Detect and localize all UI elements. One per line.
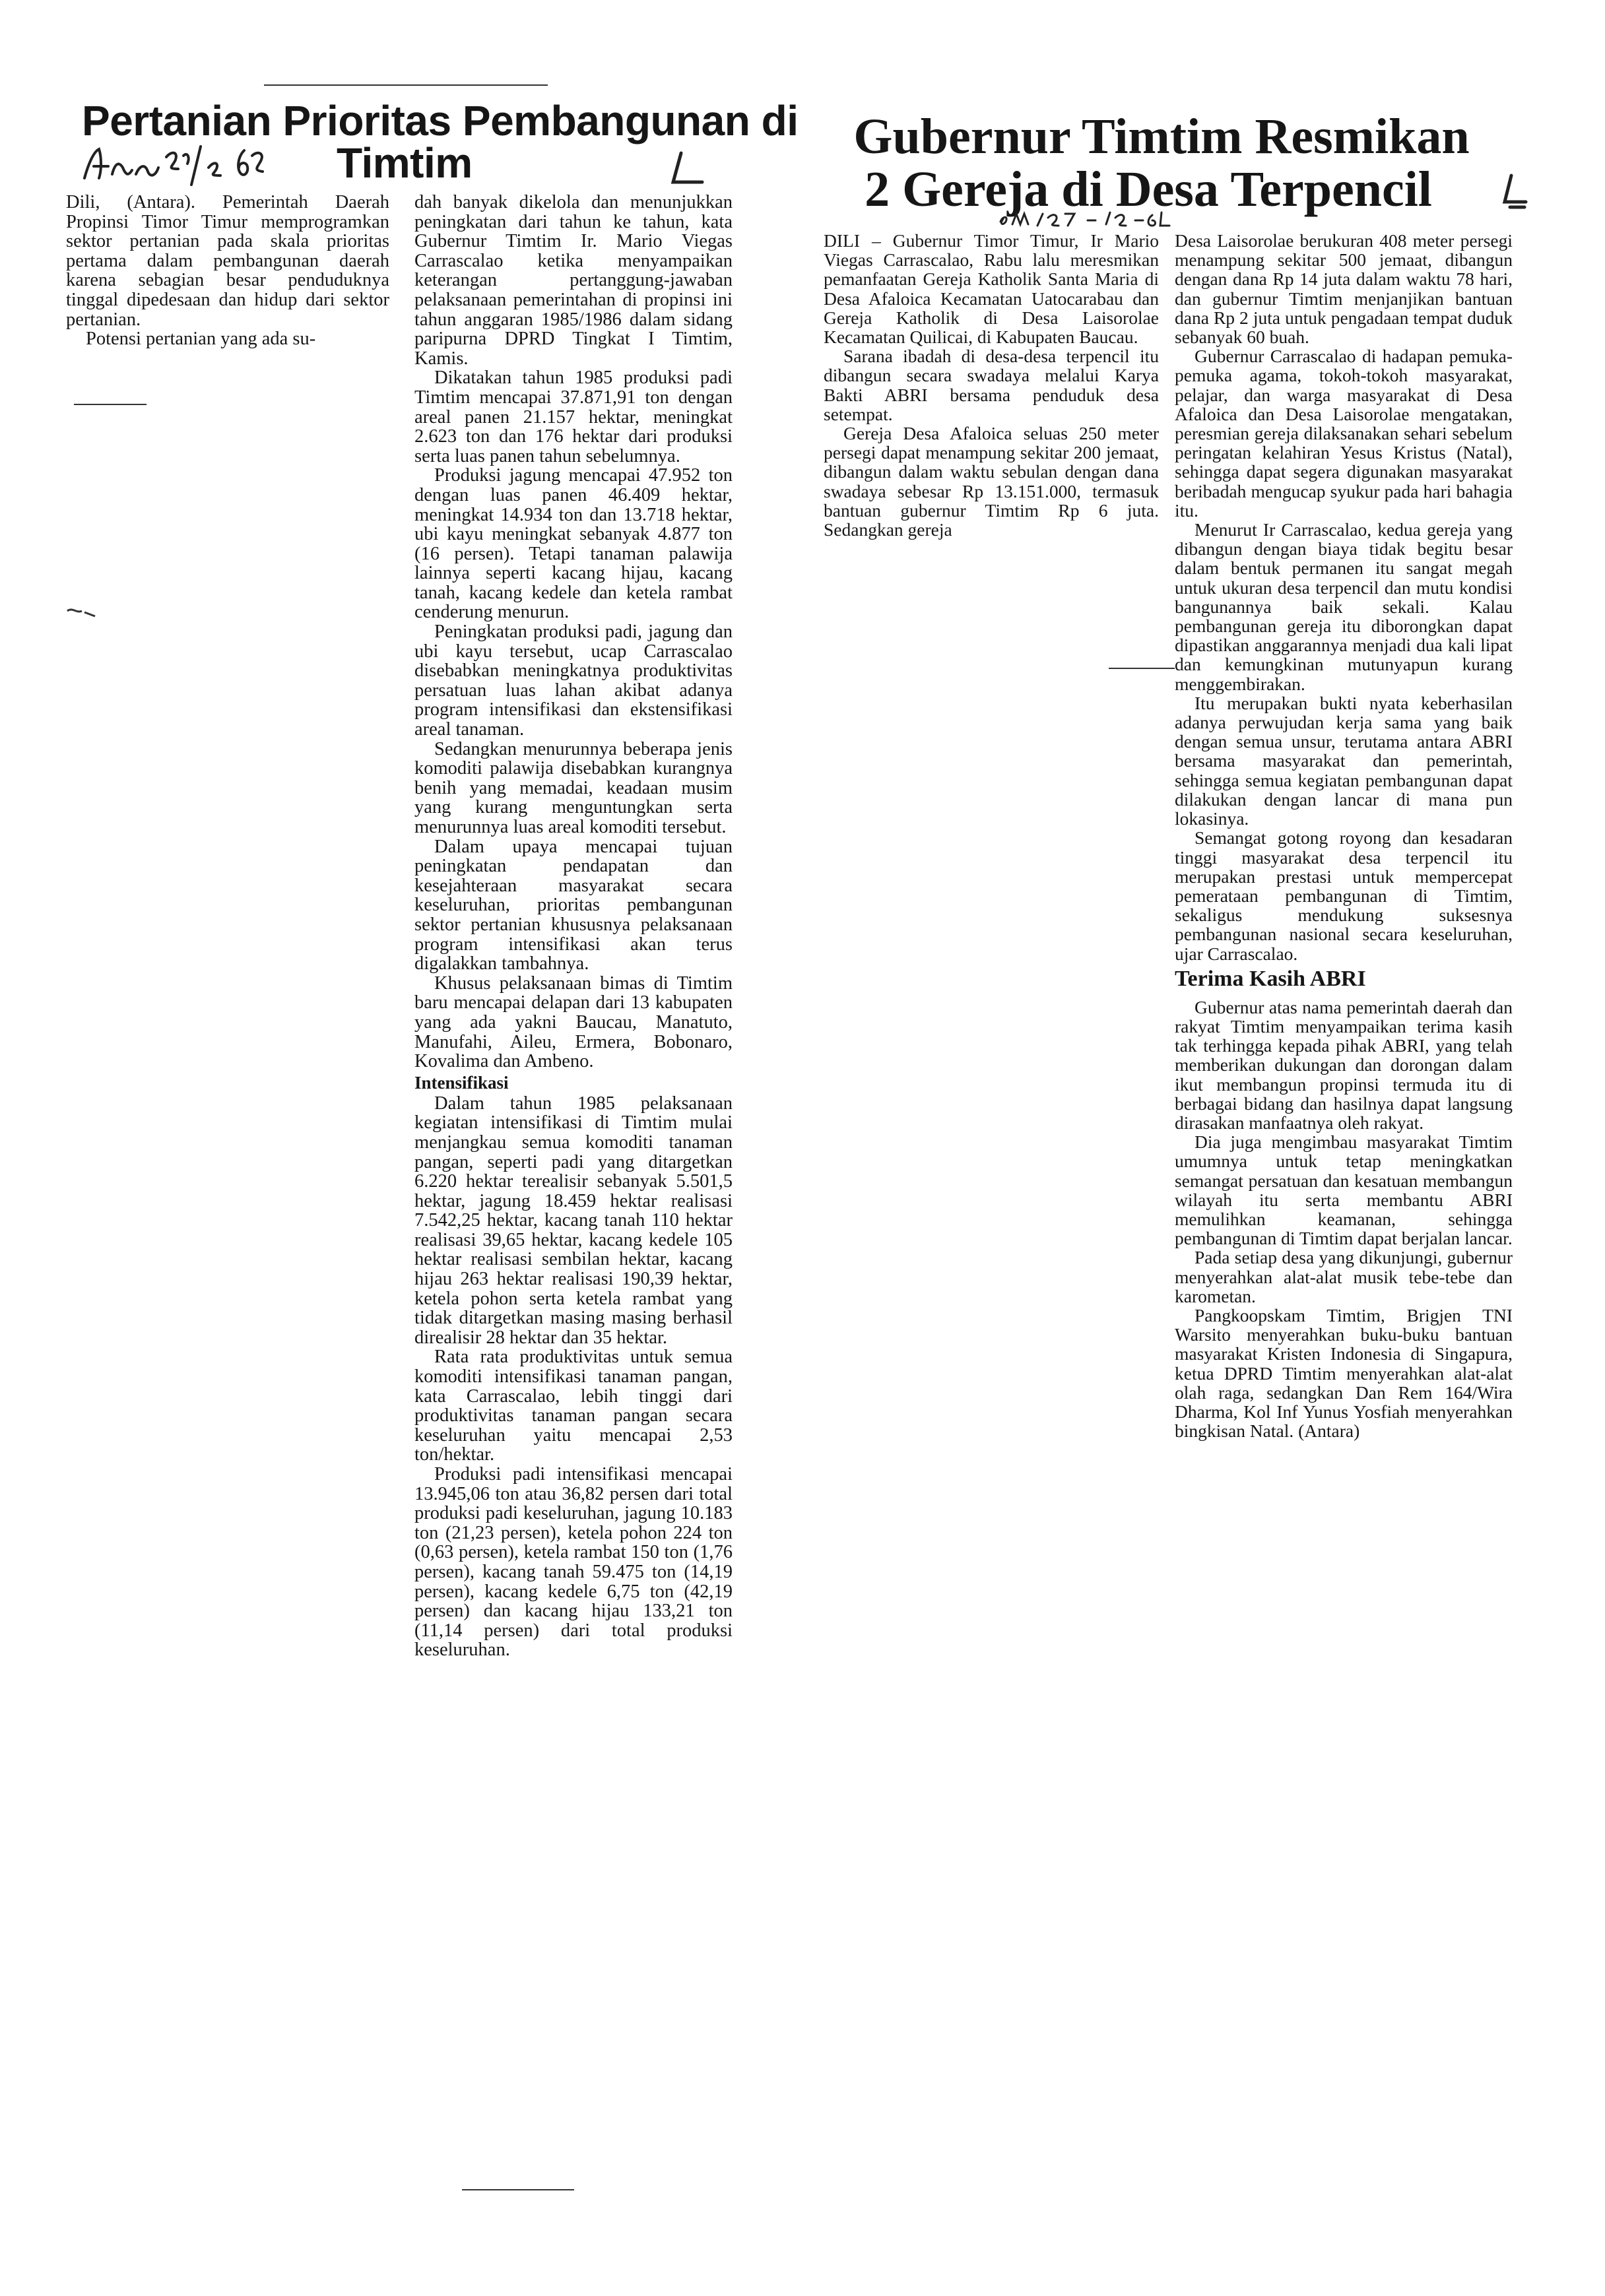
article1-paragraph: Rata rata produktivitas untuk semua komoditi intensifikasi tanaman pangan, kata Carrascalao, lebih tinggi dari produktivitas tanaman pangan secara keseluruhan yaitu mencapai 2,53 ton/hektar. bbox=[414, 1347, 733, 1465]
article1-paragraph: dah banyak dikelola dan menunjukkan peningkatan dari tahun ke tahun, kata Gubernur Timtim Ir. Mario Viegas Carrascalao ketika menyampaikan keterangan pertanggung-jawaban pelaksanaan pemerintahan di propinsi ini tahun anggaran 1985/1986 dalam sidang paripurna DPRD Tingkat I Timtim, Kamis. bbox=[414, 192, 733, 369]
article1-paragraph: Khusus pelaksanaan bimas di Timtim baru mencapai delapan dari 13 kabupaten yang ada yakni Baucau, Manatuto, Manufahi, Aileu, Ermera, Bobonaro, Kovalima dan Ambeno. bbox=[414, 973, 733, 1072]
article2-paragraph: Menurut Ir Carrascalao, kedua gereja yang dibangun dengan biaya tidak begitu besar dalam bentuk permanen itu sangat megah untuk ukuran desa terpencil dan mutu kondisi bangunannya baik sekali. Kalau pembangunan gereja itu diborongkan dapat dipastikan anggarannya menjadi dua kali lipat dan kemungkinan mutunyapun kurang menggembirakan. bbox=[1175, 519, 1513, 694]
article1-column1 bbox=[66, 193, 389, 349]
article2-columnA-end-rule bbox=[1109, 668, 1175, 669]
article1-paragraph: Dalam tahun 1985 pelaksanaan kegiatan intensifikasi di Timtim mulai menjangkau semua komoditi tanaman pangan, seperti padi yang ditargetkan 6.220 hektar terealisir sebanyak 5.501,5 hektar, jagung 18.459 hektar realisasi 7.542,25 hektar, kacang tanah 110 hektar realisasi 39,65 hektar, kacang kedele 105 hektar realisasi sembilan hektar, kacang hijau 263 hektar realisasi 190,39 hektar, ketela pohon serta ketela rambat yang tidak ditargetkan masing masing berhasil direalisir 28 hektar dan 35 hektar. bbox=[414, 1093, 733, 1348]
stray-mark-icon bbox=[66, 606, 99, 619]
article1-column2 bbox=[414, 193, 733, 1660]
article2-paragraph: Sarana ibadah di desa-desa terpencil itu dibangun secara swadaya melalui Karya Bakti ABRI bersama penduduk desa setempat. bbox=[824, 346, 1159, 424]
article2-paragraph: Gubernur atas nama pemerintah daerah dan rakyat Timtim menyampaikan terima kasih tak terhingga kepada pihak ABRI, yang telah memberikan dukungan dan dorongan dalam ikut membangun propinsi termuda itu di berbagai bidang dan hasilnya dapat langsung dirasakan manfaatnya oleh rakyat. bbox=[1175, 996, 1513, 1133]
article2-handwritten-mark bbox=[1498, 173, 1531, 216]
article1-handwritten-mark bbox=[667, 150, 706, 193]
article1-paragraph: Sedangkan menurunnya beberapa jenis komoditi palawija disebabkan kurangnya benih yang memadai, keadaan musim yang kurang menguntungkan serta menurunnya luas areal komoditi tersebut. bbox=[414, 738, 733, 837]
article2-columnB bbox=[1175, 231, 1513, 1440]
article2-paragraph: Itu merupakan bukti nyata keberhasilan adanya perwujudan kerja sama yang baik dengan semua unsur, terutama antara ABRI bersama masyarakat dan pemerintah, sehingga semua kegiatan pembangunan dapat dilakukan dengan lancar di mana pun lokasinya. bbox=[1175, 692, 1513, 829]
article1-paragraph: Dikatakan tahun 1985 produksi padi Timtim mencapai 37.871,91 ton dengan areal panen 21.157 hektar, meningkat 2.623 ton dan 176 hektar dari produksi serta luas panen tahun sebelumnya. bbox=[414, 367, 733, 466]
article1-headline-line2: Timtim bbox=[337, 139, 473, 187]
top-rule-left bbox=[264, 84, 548, 86]
article2-paragraph: Pangkoopskam Timtim, Brigjen TNI Warsito menyerahkan buku-buku bantuan masyarakat Kristen Indonesia di Singapura, ketua DPRD Timtim menyerahkan alat-alat olah raga, sedangkan Dan Rem 164/Wira Dharma, Kol Inf Yunus Yosfiah menyerahkan bingkisan Natal. (Antara) bbox=[1175, 1304, 1513, 1442]
checkmark-l-icon bbox=[1498, 173, 1531, 212]
handwritten-date-mark bbox=[79, 137, 297, 190]
article1-paragraph: Dalam upaya mencapai tujuan peningkatan pendapatan dan kesejahteraan masyarakat secara keseluruhan, prioritas pembangunan sektor pertanian khususnya pelaksanaan program intensifikasi akan terus digalakkan tambahnya. bbox=[414, 836, 733, 974]
article2-paragraph: Semangat gotong royong dan kesadaran tinggi masyarakat desa terpencil itu merupakan prestasi untuk mempercepat pemerataan pembangunan di Timtim, sekaligus mendukung suksesnya pembangunan nasional secara keseluruhan, ujar Carrascalao. bbox=[1175, 827, 1513, 964]
article2-paragraph: Pada setiap desa yang dikunjungi, gubernur menyerahkan alat-alat musik tebe-tebe dan karometan. bbox=[1175, 1247, 1513, 1306]
article2-paragraph: Desa Laisorolae berukuran 408 meter persegi menampung sekitar 500 jemaat, dibangun dengan dana Rp 14 juta dalam waktu 78 hari, dan gubernur Timtim menjanjikan bantuan dana Rp 2 juta untuk pengadaan tempat duduk sebanyak 60 buah. bbox=[1175, 230, 1513, 348]
stray-mark bbox=[66, 606, 99, 622]
article2-subhead: Terima Kasih ABRI bbox=[1175, 966, 1366, 991]
article1-subhead: Intensifikasi bbox=[414, 1072, 509, 1093]
article1-handwritten-date bbox=[79, 137, 297, 193]
article1-paragraph: Peningkatan produksi padi, jagung dan ubi kayu tersebut, ucap Carrascalao disebabkan meningkatnya produktivitas persatuan luas lahan akibat adanya program intensifikasi dan ekstensifikasi areal tanaman. bbox=[414, 622, 733, 740]
article2-headline-line1: Gubernur Timtim Resmikan bbox=[853, 109, 1470, 164]
article1-lead-paragraph: Dili, (Antara). Pemerintah Daerah Propinsi Timor Timur memprogramkan sektor pertanian pada skala prioritas pertama dalam pembangunan daerah karena sebagian besar penduduknya tinggal dipedesaan dan hidup dari sektor pertanian. bbox=[66, 192, 389, 330]
article1-paragraph: Potensi pertanian yang ada su- bbox=[86, 329, 316, 350]
article2-paragraph: Gubernur Carrascalao di hadapan pemuka-pemuka agama, tokoh-tokoh masyarakat, pelajar, dan warga masyarakat di Desa Afaloica dan Desa Laisorolae mengatakan, peresmian gereja dilaksanakan sehari sebelum peringatan kelahiran Yesus Kristus (Natal), sehingga dapat segera digunakan masyarakat beribadah mengucap syukur pada hari bahagia itu. bbox=[1175, 346, 1513, 521]
article2-columnA bbox=[824, 231, 1159, 539]
article1-end-rule bbox=[462, 2189, 574, 2190]
article1-column1-end-rule bbox=[74, 404, 147, 405]
article2-paragraph: Gereja Desa Afaloica seluas 250 meter persegi dapat menampung sekitar 200 jemaat, dibangun dalam waktu sebulan dengan dana swadaya sebesar Rp 13.151.000, termasuk bantuan gubernur Timtim Rp 6 juta. Sedangkan gereja bbox=[824, 423, 1159, 540]
article2-paragraph: Dia juga mengimbau masyarakat Timtim umumnya untuk tetap meningkatkan semangat persatuan dan kesatuan membangun wilayah itu serta membantu ABRI memulihkan keamanan, sehingga pembangunan di Timtim dapat berjalan lancar. bbox=[1175, 1132, 1513, 1249]
article2-headline-line2: 2 Gereja di Desa Terpencil bbox=[865, 162, 1432, 217]
article1-paragraph: Produksi padi intensifikasi mencapai 13.945,06 ton atau 36,82 persen dari total produksi padi keseluruhan, jagung 10.183 ton (21,23 persen), ketela pohon 224 ton (0,63 persen), ketela rambat 150 ton (1,76 persen), kacang tanah 59.475 ton (14,19 persen), kacang kedele 6,75 ton (42,19 persen) dan kacang hijau 133,21 ton (11,14 persen) dari total produksi keseluruhan. bbox=[414, 1464, 733, 1661]
checkmark-l-icon bbox=[667, 150, 706, 190]
article2-lead-paragraph: DILI – Gubernur Timor Timur, Ir Mario Viegas Carrascalao, Rabu lalu meresmikan pemanfaatan Gereja Katholik Santa Maria di Desa Afaloica Kecamatan Uatocarabau dan Gereja Katholik di Desa Laisorolae Kecamatan Quilicai, di Kabupaten Baucau. bbox=[824, 230, 1159, 348]
article1-headline-line1: Pertanian Prioritas Pembangunan di bbox=[82, 97, 799, 144]
handwritten-date-mark bbox=[997, 205, 1181, 231]
article1-paragraph: Produksi jagung mencapai 47.952 ton dengan luas panen 46.409 hektar, meningkat 14.934 ton dan 13.718 hektar, ubi kayu meningkat sebanyak 4.877 ton (16 persen). Tetapi tanaman palawija lainnya seperti kacang hijau, kacang tanah, kacang kedele dan ketela rambat cenderung menurun. bbox=[414, 465, 733, 623]
